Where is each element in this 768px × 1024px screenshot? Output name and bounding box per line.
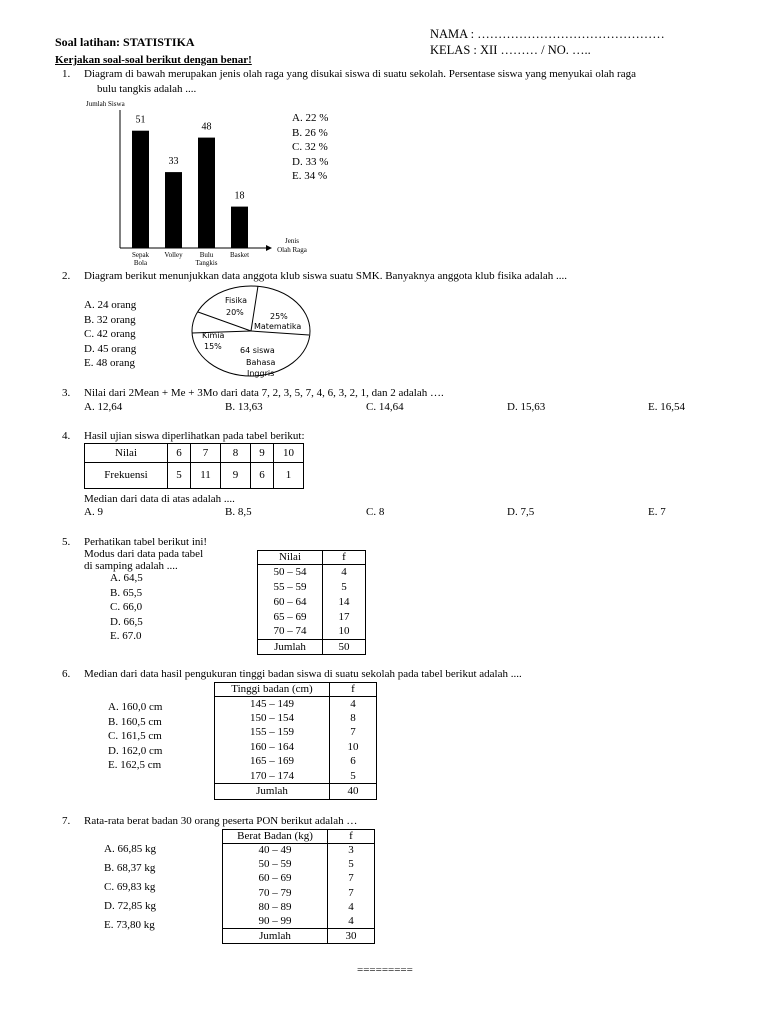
category-label-2: Bulu: [199, 251, 214, 259]
x-axis-label-line-1: Jenis: [285, 237, 299, 245]
option-c[interactable]: C. 42 orang: [84, 328, 136, 340]
option-e[interactable]: E. 73,80 kg: [104, 919, 155, 931]
option-b[interactable]: B. 13,63: [225, 401, 263, 413]
table-row: [223, 900, 375, 914]
slice-value-inggris: 64 siswa: [240, 346, 275, 355]
table-row: [223, 914, 375, 928]
table-cell: 10: [330, 740, 377, 755]
grouped-frequency-table: [214, 682, 377, 800]
option-d[interactable]: D. 162,0 cm: [108, 744, 163, 757]
table-cell: 145 – 149: [215, 697, 330, 712]
slice-label-inggris-2: Inggris: [247, 369, 275, 378]
category-label-0: Bola: [133, 259, 148, 267]
table-cell: 150 – 154: [215, 711, 330, 726]
table-cell: 9: [251, 444, 274, 463]
table-cell: 70 – 74: [258, 625, 323, 640]
table-cell: 70 – 79: [223, 886, 328, 900]
slice-label-fisika: Fisika: [225, 296, 248, 305]
bar-chart: [80, 96, 320, 267]
question-text: Nilai dari 2Mean + Me + 3Mo dari data 7, 2, 3, 5, 7, 4, 6, 3, 2, 1, dan 2 adalah ….: [84, 387, 444, 399]
table-cell: 165 – 169: [215, 755, 330, 770]
table-cell: Nilai: [85, 444, 168, 463]
table-cell: Jumlah: [215, 784, 330, 800]
answer-options: [84, 298, 136, 371]
table-cell: 3: [328, 844, 375, 858]
table-cell: 7: [191, 444, 221, 463]
option-b[interactable]: B. 65,5: [110, 586, 143, 599]
page-title: Soal latihan: STATISTIKA: [55, 35, 195, 49]
table-cell: 5: [330, 769, 377, 784]
option-c[interactable]: C. 32 %: [292, 141, 328, 153]
option-a[interactable]: A. 160,0 cm: [108, 701, 163, 713]
option-a[interactable]: A. 64,5: [110, 572, 143, 584]
option-d[interactable]: D. 45 orang: [84, 342, 137, 355]
table-header-row: [215, 683, 377, 697]
option-d[interactable]: D. 66,5: [110, 615, 143, 628]
table-row: [223, 844, 375, 858]
table-cell: 8: [330, 711, 377, 726]
column-header: f: [328, 830, 375, 844]
table-row: [223, 858, 375, 872]
table-cell: 7: [330, 726, 377, 741]
table-row: [223, 872, 375, 886]
option-a[interactable]: A. 22 %: [292, 112, 329, 124]
table-cell: 170 – 174: [215, 769, 330, 784]
table-cell: 7: [328, 872, 375, 886]
instruction-text: Kerjakan soal-soal berikut dengan benar!: [55, 54, 252, 66]
answer-options: [110, 571, 143, 644]
table-row: [215, 726, 377, 741]
data-label-0: 51: [135, 114, 146, 126]
answer-options: [292, 111, 328, 184]
table-cell: 55 – 59: [258, 580, 323, 595]
question-text: Diagram di bawah merupakan jenis olah raga yang disukai siswa di suatu sekolah. Persentase siswa yang menyukai olah raga: [84, 68, 636, 80]
table-cell: 50: [323, 640, 366, 655]
option-b[interactable]: B. 26 %: [292, 126, 328, 139]
table-cell: 4: [328, 914, 375, 928]
data-label-2: 48: [201, 121, 212, 133]
data-label-3: 18: [234, 190, 245, 202]
table-row: [258, 610, 366, 625]
category-label-2: Tangkis: [195, 259, 218, 267]
table-cell: 5: [323, 580, 366, 595]
question-number: 1.: [62, 68, 71, 80]
question-number: 5.: [62, 536, 71, 548]
table-cell: 155 – 159: [215, 726, 330, 741]
x-axis-arrow-icon: [266, 245, 272, 251]
option-c[interactable]: C. 69,83 kg: [104, 881, 156, 893]
option-b[interactable]: B. 160,5 cm: [108, 715, 162, 728]
question-text-continued: Modus dari data pada tabel: [84, 548, 204, 560]
table-cell: 10: [323, 625, 366, 640]
table-row: [258, 625, 366, 640]
column-header: Berat Badan (kg): [223, 830, 328, 844]
option-e[interactable]: E. 48 orang: [84, 357, 136, 369]
x-axis-label-line-2: Olah Raga: [277, 246, 307, 254]
question-number: 6.: [62, 668, 71, 680]
option-c[interactable]: C. 14,64: [366, 401, 404, 413]
table-cell: 1: [274, 463, 304, 489]
table-cell: 11: [191, 463, 221, 489]
table-cell: 8: [221, 444, 251, 463]
table-cell: 90 – 99: [223, 914, 328, 928]
table-cell: 10: [274, 444, 304, 463]
question-text-continued: Median dari data di atas adalah ....: [84, 493, 235, 505]
option-c[interactable]: C. 161,5 cm: [108, 730, 162, 742]
data-label-1: 33: [168, 156, 179, 168]
question-number: 2.: [62, 270, 71, 282]
option-b[interactable]: B. 68,37 kg: [104, 862, 156, 874]
category-label-0: Sepak: [131, 251, 150, 259]
answer-options: [108, 700, 162, 773]
slice-label-inggris: Bahasa: [246, 358, 276, 367]
column-header: Tinggi badan (cm): [215, 683, 330, 697]
question-text: Rata-rata berat badan 30 orang peserta PON berikut adalah …: [84, 815, 358, 827]
pie-chart: [190, 282, 314, 380]
table-row: [215, 755, 377, 770]
table-cell: 30: [328, 929, 375, 944]
table-total-row: [223, 929, 375, 944]
option-d[interactable]: D. 72,85 kg: [104, 900, 156, 912]
class-field-line: KELAS : XII ……… / NO. …..: [430, 43, 591, 57]
bar-2: [198, 138, 215, 248]
question-text-continued: bulu tangkis adalah ....: [97, 83, 197, 95]
table-cell: 60 – 64: [258, 595, 323, 610]
option-e[interactable]: E. 16,54: [648, 401, 685, 413]
table-row: [215, 711, 377, 726]
option-a[interactable]: A. 9: [84, 506, 103, 518]
table-cell: 14: [323, 595, 366, 610]
bar-1: [165, 172, 182, 248]
question-number: 4.: [62, 430, 71, 442]
y-axis-label: Jumlah Siswa: [86, 100, 125, 108]
option-e[interactable]: E. 7: [648, 506, 666, 518]
table-header-row: [258, 551, 366, 565]
table-cell: 5: [328, 858, 375, 872]
table-row: [258, 580, 366, 595]
option-d[interactable]: D. 33 %: [292, 155, 329, 168]
question-text: Diagram berikut menunjukkan data anggota klub siswa suatu SMK. Banyaknya anggota klub fisika adalah ....: [84, 270, 567, 282]
category-label-1: Volley: [164, 251, 183, 259]
option-c[interactable]: C. 66,0: [110, 601, 143, 613]
slice-label-kimia: Kimia: [202, 331, 225, 340]
option-e[interactable]: E. 162,5 cm: [108, 759, 162, 771]
option-b[interactable]: B. 32 orang: [84, 313, 136, 326]
option-e[interactable]: E. 34 %: [292, 170, 328, 182]
table-total-row: [215, 784, 377, 800]
table-row: [258, 595, 366, 610]
table-row: [215, 740, 377, 755]
question-text: Perhatikan tabel berikut ini!: [84, 536, 208, 548]
table-cell: 9: [221, 463, 251, 489]
table-cell: 17: [323, 610, 366, 625]
option-a[interactable]: A. 12,64: [84, 401, 123, 413]
table-cell: 6: [168, 444, 191, 463]
table-cell: 80 – 89: [223, 900, 328, 914]
question-number: 7.: [62, 815, 71, 827]
frequency-table: [84, 443, 304, 489]
option-a[interactable]: A. 24 orang: [84, 299, 137, 311]
question-text: Hasil ujian siswa diperlihatkan pada tabel berikut:: [84, 430, 305, 442]
table-cell: 6: [251, 463, 274, 489]
option-d[interactable]: D. 15,63: [507, 401, 546, 413]
slice-label-matematika: Matematika: [254, 322, 302, 331]
table-header-row: [223, 830, 375, 844]
question-text: Median dari data hasil pengukuran tinggi badan siswa di suatu sekolah pada tabel berikut adalah ....: [84, 668, 522, 680]
question-text-continued: di samping adalah ....: [84, 560, 178, 572]
table-cell: 7: [328, 886, 375, 900]
table-cell: Jumlah: [223, 929, 328, 944]
slice-value-fisika: 20%: [226, 308, 244, 317]
table-cell: 6: [330, 755, 377, 770]
table-row: [215, 769, 377, 784]
table-cell: 160 – 164: [215, 740, 330, 755]
name-field-line: NAMA : ………………………………………: [430, 27, 665, 41]
option-c[interactable]: C. 8: [366, 506, 385, 518]
table-cell: 40 – 49: [223, 844, 328, 858]
grouped-frequency-table: [257, 550, 366, 655]
table-cell: 50 – 59: [223, 858, 328, 872]
table-total-row: [258, 640, 366, 655]
table-row: [223, 886, 375, 900]
column-header: f: [323, 551, 366, 565]
table-row: [85, 463, 304, 489]
option-a[interactable]: A. 66,85 kg: [104, 843, 156, 855]
bar-3: [231, 207, 248, 248]
slice-value-matematika: 25%: [270, 312, 288, 321]
end-mark: =========: [357, 964, 413, 976]
table-cell: 65 – 69: [258, 610, 323, 625]
table-row: [258, 565, 366, 580]
category-label-3: Basket: [229, 251, 250, 259]
table-cell: 5: [168, 463, 191, 489]
table-cell: 4: [328, 900, 375, 914]
table-cell: Frekuensi: [85, 463, 168, 489]
slice-value-kimia: 15%: [204, 342, 222, 351]
grouped-frequency-table: [222, 829, 375, 944]
table-cell: 4: [330, 697, 377, 712]
table-cell: 4: [323, 565, 366, 580]
table-row: [215, 697, 377, 712]
column-header: f: [330, 683, 377, 697]
option-d[interactable]: D. 7,5: [507, 506, 535, 518]
table-row: [85, 444, 304, 463]
option-e[interactable]: E. 67.0: [110, 630, 142, 642]
column-header: Nilai: [258, 551, 323, 565]
question-number: 3.: [62, 387, 71, 399]
table-cell: 50 – 54: [258, 565, 323, 580]
option-b[interactable]: B. 8,5: [225, 506, 252, 518]
table-cell: 40: [330, 784, 377, 800]
bar-0: [132, 131, 149, 248]
table-cell: 60 – 69: [223, 872, 328, 886]
table-cell: Jumlah: [258, 640, 323, 655]
